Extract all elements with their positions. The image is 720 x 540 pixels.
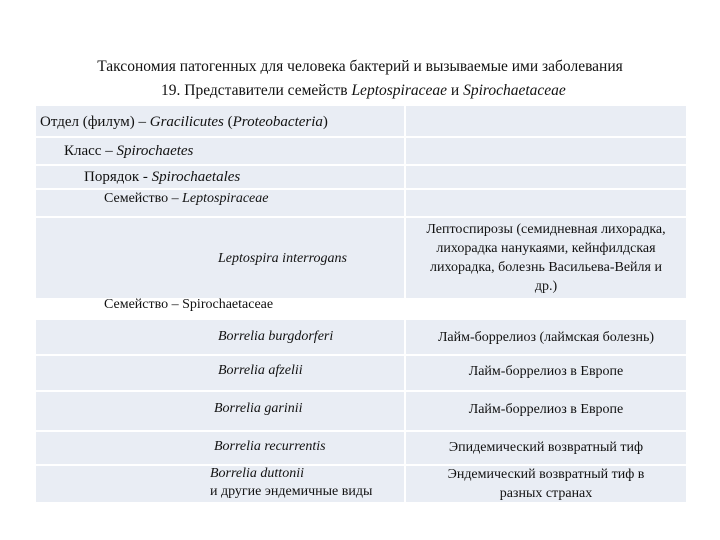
order-text: Порядок - Spirochaetales — [84, 169, 241, 185]
species-text: Borrelia recurrentis — [214, 439, 326, 454]
subtitle-conj: и — [447, 82, 464, 99]
cell-right — [406, 218, 686, 298]
division-text: Отдел (филум) – Gracilicutes (Proteobacteria) — [40, 114, 328, 130]
cell-right — [406, 320, 686, 354]
species-extra-text: и другие эндемичные виды — [210, 484, 373, 499]
table-row — [36, 432, 686, 464]
page-title: Таксономия патогенных для человека бактерий и вызываемые ими заболевания — [97, 58, 623, 75]
species-text: Borrelia duttonii — [210, 466, 304, 481]
subtitle-prefix: 19. Представители семейств — [161, 82, 352, 99]
table-row-division — [36, 106, 686, 136]
table-row — [36, 320, 686, 354]
cell-right — [406, 166, 686, 188]
family-leptospiraceae-title: Leptospiraceae — [351, 82, 448, 99]
disease-text: Эндемический возвратный тиф в разных странах — [447, 467, 645, 501]
family-spiro-text: Семейство – Spirochaetaceae — [104, 297, 274, 312]
cell-right — [406, 190, 686, 216]
table-row — [36, 218, 686, 298]
cell-right — [406, 432, 686, 464]
disease-text: Лептоспирозы (семидневная лихорадка, лихорадка нанукаями, кейнфилдская лихорадка, болезнь Васильева-Вейля и др.) — [426, 222, 666, 294]
page-subtitle — [161, 81, 566, 101]
disease-text: Лайм-боррелиоз в Европе — [468, 402, 624, 417]
family-lepto-text: Семейство – Leptospiraceae — [104, 191, 269, 206]
species-text: Borrelia garinii — [214, 401, 303, 416]
cell-right — [406, 392, 686, 430]
table-row-family-spiro — [36, 297, 686, 320]
table-row — [36, 392, 686, 430]
cell-right — [406, 106, 686, 136]
table-row — [36, 466, 686, 502]
class-text: Класс – Spirochaetes — [64, 143, 194, 159]
species-text: Borrelia burgdorferi — [218, 329, 334, 344]
cell-right — [406, 466, 686, 502]
species-text: Borrelia afzelii — [218, 363, 303, 378]
disease-text: Лайм-боррелиоз (лаймская болезнь) — [437, 330, 655, 345]
disease-text: Эпидемический возвратный тиф — [448, 440, 644, 455]
family-spirochaetaceae-title: Spirochaetaceae — [463, 82, 566, 99]
table-row-order — [36, 166, 686, 188]
cell-right — [406, 138, 686, 164]
cell-right — [406, 356, 686, 390]
species-text: Leptospira interrogans — [218, 251, 347, 266]
table-row-family-lepto — [36, 190, 686, 216]
table-row — [36, 356, 686, 390]
disease-text: Лайм-боррелиоз в Европе — [468, 364, 624, 379]
table-row-class — [36, 138, 686, 164]
